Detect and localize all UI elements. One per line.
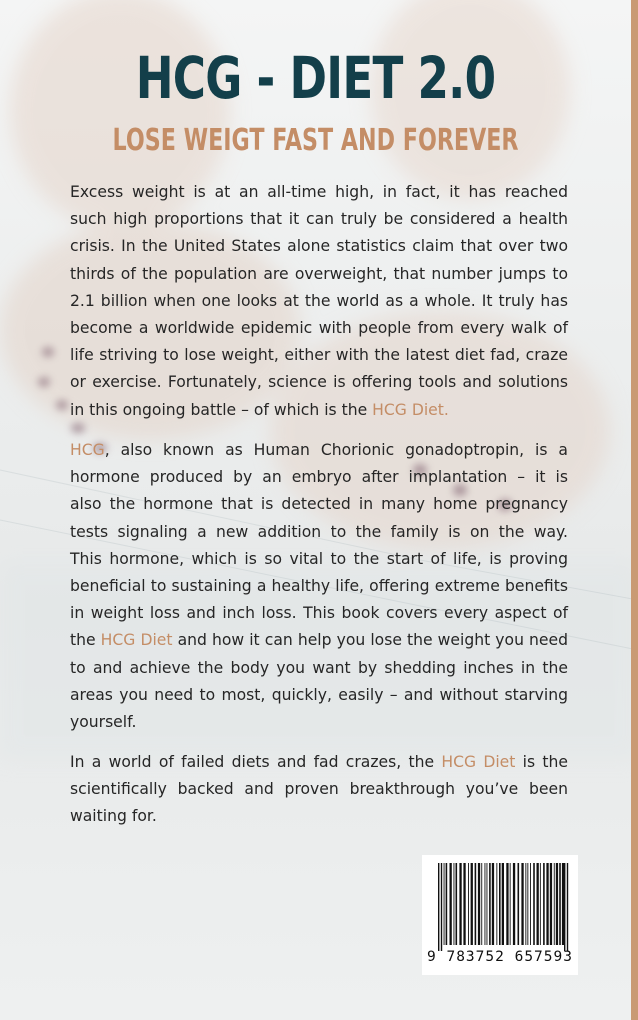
barcode-bar	[530, 863, 531, 945]
text-line	[70, 342, 568, 369]
text-run: areas you need to most, quickly, easily – and without starving	[70, 685, 568, 704]
barcode-bar	[492, 863, 494, 945]
blurb-paragraph-3	[70, 749, 568, 831]
text-line	[70, 464, 568, 491]
text-run: is the	[515, 753, 568, 771]
isbn-barcode	[422, 855, 578, 975]
barcode-bar	[454, 863, 455, 945]
text-line	[70, 682, 568, 709]
barcode-bar	[485, 863, 486, 945]
text-run: crisis. In the United States alone statistics claim that over two	[70, 237, 568, 256]
text-line	[70, 519, 568, 546]
barcode-bar	[496, 863, 497, 945]
text-line	[70, 749, 568, 776]
text-line	[70, 179, 568, 206]
barcode-bar	[475, 863, 477, 945]
text-line	[70, 776, 568, 803]
barcode-bar	[478, 863, 480, 945]
isbn-number: 9 783752 657593	[427, 949, 573, 965]
text-run: or exercise. Fortunately, science is offering tools and solutions	[70, 373, 568, 392]
barcode-bar	[567, 863, 568, 951]
text-line	[70, 315, 568, 342]
text-line	[70, 233, 568, 260]
text-line	[70, 709, 568, 736]
barcode-bar	[521, 863, 523, 945]
text-line	[70, 288, 568, 315]
book-title: HCG - DIET 2.0	[135, 44, 496, 112]
barcode-bar	[441, 863, 442, 951]
text-run: also the hormone that is detected in many home pregnancy	[70, 495, 568, 514]
barcode-bar	[459, 863, 461, 945]
barcode-bar	[481, 863, 482, 945]
text-line	[70, 655, 568, 682]
text-line	[70, 600, 568, 627]
barcode-bar	[487, 863, 488, 945]
text-run: such high proportions that it can truly be considered a health	[70, 210, 568, 229]
text-line	[70, 437, 568, 464]
book-subtitle: LOSE WEIGT FAST AND FOREVER	[112, 123, 519, 158]
barcode-bar	[543, 863, 545, 945]
blurb-paragraph-1	[70, 179, 568, 424]
barcode-bar	[562, 863, 564, 945]
barcode-bar	[489, 863, 491, 945]
text-run: in weight loss and inch loss. This book covers every aspect of	[70, 604, 568, 623]
barcode-bar	[463, 863, 465, 945]
text-run: tests signaling a new addition to the family is on the way.	[70, 522, 568, 541]
barcode-bar	[499, 863, 501, 945]
barcode-bar	[506, 863, 508, 945]
barcode-bar	[556, 863, 558, 945]
barcode-bar	[525, 863, 526, 945]
text-run: This hormone, which is so vital to the start of life, is proving	[70, 549, 568, 568]
barcode-bar	[546, 863, 548, 945]
text-run: become a worldwide epidemic with people from every walk of	[70, 319, 568, 338]
barcode-bar	[450, 863, 452, 945]
barcode-bar	[438, 863, 439, 951]
text-line	[70, 397, 568, 424]
barcode-bar	[527, 863, 528, 945]
text-run: , also known as Human Chorionic gonadoptropin, is a	[104, 441, 568, 459]
text-line	[70, 261, 568, 288]
highlight-text: HCG Diet	[441, 753, 516, 771]
text-run: waiting for.	[70, 807, 157, 826]
text-run: yourself.	[70, 713, 137, 732]
barcode-bar	[518, 863, 520, 945]
text-line	[70, 491, 568, 518]
highlight-text: HCG Diet	[100, 631, 173, 650]
text-run: Excess weight is at an all-time high, in fact, it has reached	[70, 183, 568, 201]
barcode-bar	[468, 863, 469, 945]
barcode-bar	[537, 863, 539, 945]
barcode-bar	[444, 863, 445, 945]
barcode-bar	[513, 863, 515, 945]
text-run: scientifically backed and proven breakthrough you’ve been	[70, 780, 568, 799]
barcode-bar	[550, 863, 552, 945]
text-run: 2.1 billion when one looks at the world as a whole. It truly has	[70, 291, 568, 310]
barcode-bar	[533, 863, 535, 945]
text-line	[70, 573, 568, 600]
blurb-paragraph-2	[70, 437, 568, 736]
barcode-bar	[540, 863, 541, 945]
text-run: life striving to lose weight, either with the latest diet fad, craze	[70, 346, 568, 365]
barcode-bar	[564, 863, 565, 951]
barcode-bar	[510, 863, 511, 945]
text-run: hormone produced by an embryo after implantation – it is	[70, 468, 568, 487]
text-run: thirds of the population are overweight, that number jumps to	[70, 264, 568, 283]
spine-edge	[631, 0, 638, 1020]
text-run: in this ongoing battle – of which is the	[70, 400, 373, 419]
text-line	[70, 627, 568, 654]
barcode-bar	[502, 863, 504, 945]
barcode-bar	[446, 863, 448, 945]
barcode-bar	[471, 863, 473, 945]
text-line	[70, 803, 568, 830]
highlight-text: HCG Diet.	[372, 400, 449, 419]
text-line	[70, 369, 568, 396]
text-run: to and achieve the body you want by shedding inches in the	[70, 658, 568, 677]
barcode-bar	[554, 863, 555, 945]
barcode-bar	[456, 863, 458, 945]
text-run: the	[70, 631, 101, 650]
text-line	[70, 546, 568, 573]
barcode-bar	[559, 863, 561, 945]
highlight-text: HCG	[70, 441, 105, 459]
text-run: and how it can help you lose the weight you need	[172, 631, 568, 650]
text-run: beneficial to sustaining a healthy life, offering extreme benefits	[70, 577, 568, 596]
text-run: In a world of failed diets and fad crazes, the	[70, 753, 442, 771]
text-line	[70, 206, 568, 233]
